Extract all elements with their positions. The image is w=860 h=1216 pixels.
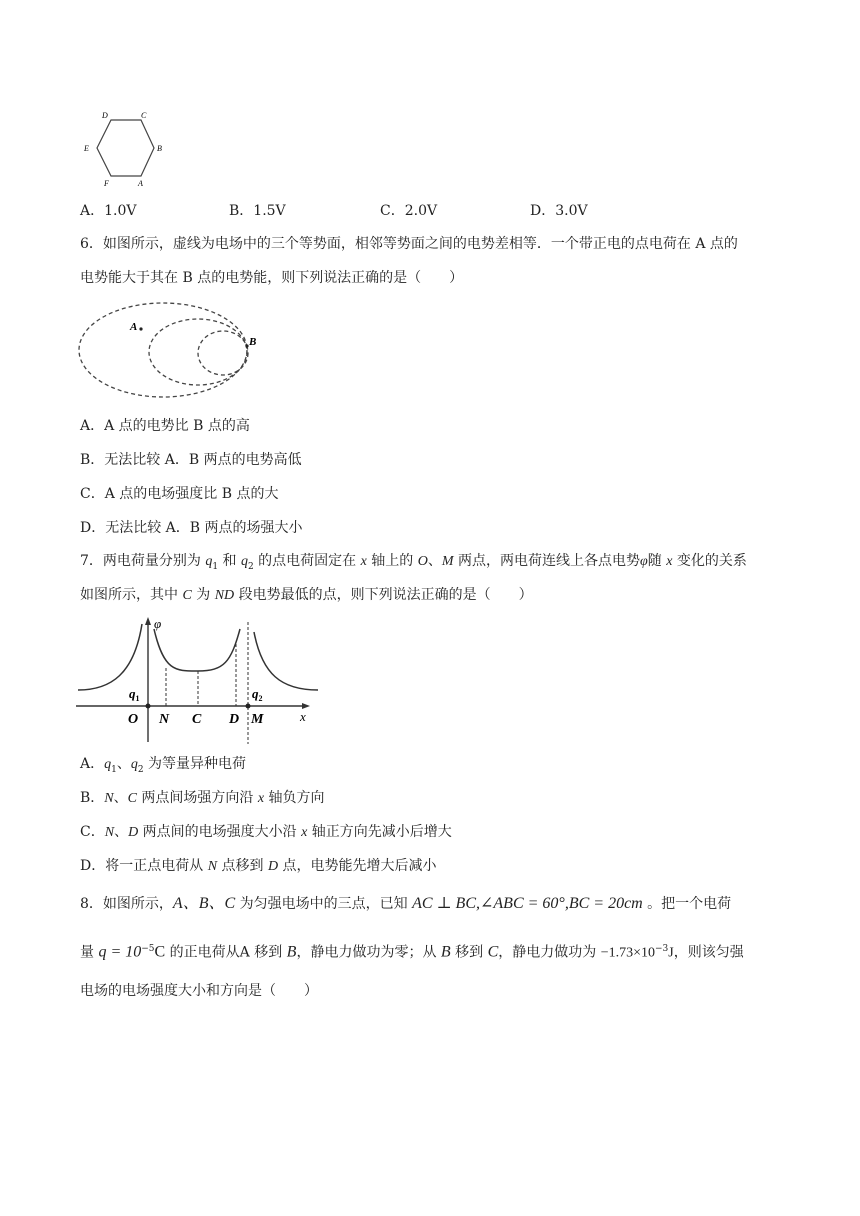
q5-option-b: B．1.5V (229, 203, 286, 219)
x-axis-label: x (300, 709, 306, 724)
q7-stem-line2: 如图所示，其中 C 为 ND 段电势最低的点，则下列说法正确的是（ ） (80, 587, 533, 603)
q8-line2: 量 $q = 10^{-5}C$ 的正电荷从A 移到 B，静电力做功为零；从 B 移到 C，静电力做功为 $-1.73\times 10^{-3}J$，则该匀强 (80, 943, 744, 961)
q6-option-d: D．无法比较 A．B 两点的场强大小 (80, 520, 303, 536)
outer-equipotential (79, 303, 247, 397)
hexagon-figure (78, 105, 173, 190)
q2-label: $q_2$ (252, 686, 263, 703)
label-d: D (229, 712, 240, 727)
hex-label-e: E (84, 144, 89, 153)
hex-label-d: D (102, 111, 108, 120)
q5-option-c: C．2.0V (380, 203, 438, 219)
q6-option-b: B．无法比较 A．B 两点的电势高低 (80, 452, 302, 468)
potential-curve-left (78, 624, 142, 690)
q6-stem-line2: 电势能大于其在 B 点的电势能，则下列说法正确的是（ ） (80, 270, 464, 286)
hex-label-c: C (141, 111, 147, 120)
label-o: O (128, 712, 139, 727)
hex-label-a: A (138, 179, 143, 188)
q1-label: $q_1$ (129, 686, 140, 703)
hexagon-shape (97, 120, 154, 176)
potential-curve-right (254, 632, 318, 690)
label-c: C (192, 712, 202, 727)
equipotential-figure (78, 298, 278, 403)
y-axis-arrow (145, 617, 151, 625)
q7-option-b: B．N、C 两点间场强方向沿 x 轴负方向 (80, 790, 325, 806)
q5-option-d: D．3.0V (530, 203, 588, 219)
point-a-label: A (130, 321, 138, 333)
point-b-label: B (249, 336, 257, 348)
q7-stem-line1: 7．两电荷量分别为 $q_1$ 和 $q_2$ 的点电荷固定在 x 轴上的 O、M 两点，两电荷连线上各点电势φ随 x 变化的关系 (80, 553, 747, 572)
q7-option-c: C．N、D 两点间的电场强度大小沿 x 轴正方向先减小后增大 (80, 824, 452, 840)
hex-label-b: B (157, 144, 162, 153)
label-m: M (251, 712, 264, 727)
inner-equipotential (198, 331, 248, 375)
point-a-dot (139, 327, 142, 330)
q6-option-c: C．A 点的电场强度比 B 点的大 (80, 486, 279, 502)
potential-curve-middle (154, 629, 240, 671)
q6-option-a: A．A 点的电势比 B 点的高 (80, 418, 250, 434)
q5-option-a: A．1.0V (80, 203, 137, 219)
charge-q1-dot (146, 704, 151, 709)
potential-graph (76, 614, 320, 746)
q8-line3: 电场的电场强度大小和方向是（ ） (80, 983, 318, 999)
q6-stem-line1: 6．如图所示，虚线为电场中的三个等势面，相邻等势面之间的电势差相等．一个带正电的点电荷在 A 点的 (80, 236, 738, 252)
charge-q2-dot (246, 704, 251, 709)
q8-line1: 8．如图所示，A、B、C 为匀强电场中的三点，已知 AC ⊥ BC,∠ABC = 60°,BC = 20cm 。把一个电荷 (80, 895, 732, 912)
middle-equipotential (149, 319, 247, 385)
q7-option-a: A．$q_1$、$q_2$ 为等量异种电荷 (80, 756, 247, 775)
hex-label-f: F (104, 179, 109, 188)
y-axis-label: φ (154, 616, 162, 631)
label-n: N (159, 712, 170, 727)
point-b-dot (245, 344, 248, 347)
q7-option-d: D．将一正点电荷从 N 点移到 D 点，电势能先增大后减小 (80, 858, 437, 874)
